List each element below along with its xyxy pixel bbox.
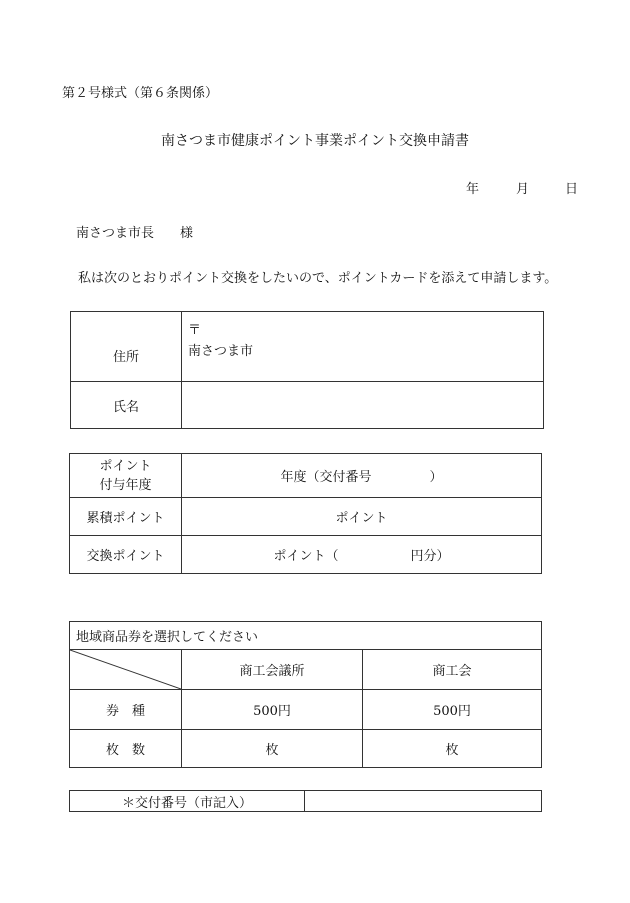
postal-mark: 〒 [188,323,202,338]
date-year: 年 [466,182,480,197]
date-month: 月 [516,182,530,197]
point-year-label: ポイント 付与年度 [70,454,182,498]
issue-number-table [69,790,542,812]
cumulative-point-label: 累積ポイント [70,498,182,536]
exchange-point-label: 交換ポイント [70,536,182,574]
applicant-table [70,311,544,429]
cumulative-point-field[interactable]: ポイント [182,498,542,536]
column-commerce-association: 商工会 [363,650,542,690]
name-label: 氏名 [71,382,182,429]
voucher-type-chamber: 500円 [182,690,363,730]
diagonal-corner-cell [70,650,182,690]
voucher-type-association: 500円 [363,690,542,730]
address-field[interactable] [182,312,544,382]
issue-number-field[interactable] [305,791,542,812]
voucher-count-association[interactable]: 枚 [363,730,542,768]
column-chamber-of-commerce: 商工会議所 [182,650,363,690]
voucher-type-label: 券 種 [70,690,182,730]
voucher-table [69,621,542,768]
voucher-count-chamber[interactable]: 枚 [182,730,363,768]
address-value: 南さつま市 [188,344,254,359]
date-line [466,178,578,197]
exchange-point-field[interactable]: ポイント（ 円分） [182,536,542,574]
points-table [69,453,542,574]
addressee: 南さつま市長 様 [76,226,194,241]
issue-number-label: ＊交付番号（市記入） [70,791,305,812]
point-year-field[interactable]: 年度（交付番号 ） [182,454,542,498]
date-day: 日 [565,182,579,197]
form-label: 第２号様式（第６条関係） [62,86,219,101]
document-title: 南さつま市健康ポイント事業ポイント交換申請書 [161,133,469,149]
voucher-header: 地域商品券を選択してください [70,622,542,650]
address-label: 住所 [71,312,182,382]
application-statement: 私は次のとおりポイント交換をしたいので、ポイントカードを添えて申請します。 [78,271,558,286]
name-field[interactable] [182,382,544,429]
voucher-count-label: 枚 数 [70,730,182,768]
